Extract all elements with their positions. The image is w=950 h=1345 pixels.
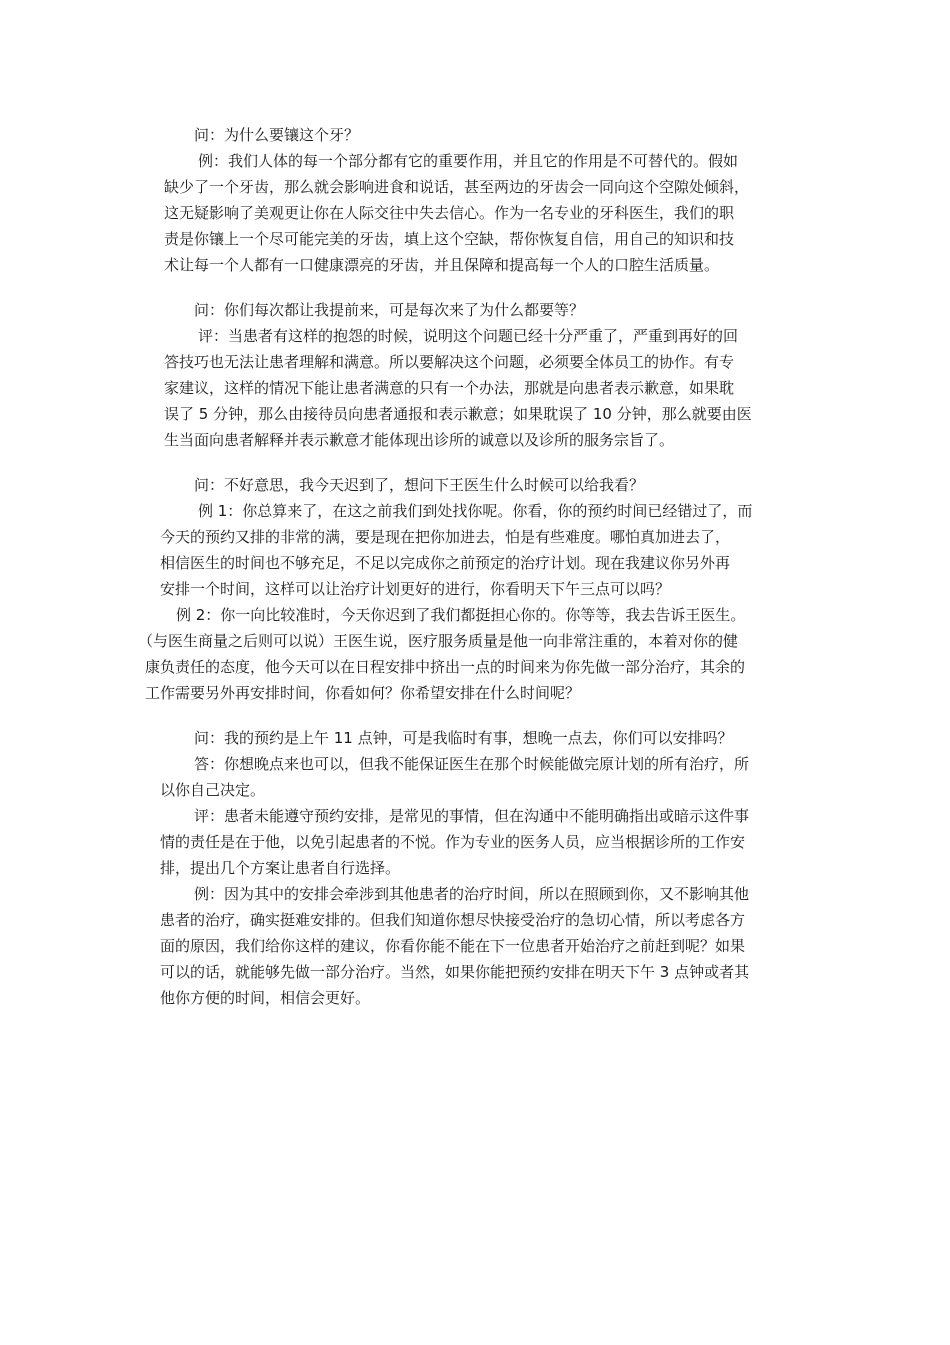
comment-2-line-1: 评：当患者有这样的抱怨的时候，说明这个问题已经十分严重了，严重到再好的回 [198,327,739,345]
answer-4-line-1: 答：你想晚点来也可以，但我不能保证医生在那个时候能做完原计划的所有治疗，所 [194,755,750,773]
answer-1-line-1: 例：我们人体的每一个部分都有它的重要作用，并且它的作用是不可替代的。假如 [198,152,739,170]
example-4-line-3: 面的原因，我们给你这样的建议，你看你能不能在下一位患者开始治疗之前赶到呢？如果 [160,937,746,955]
comment-2-line-5: 生当面向患者解释并表示歉意才能体现出诊所的诚意以及诊所的服务宗旨了。 [164,431,675,449]
example-2-line-3: 康负责任的态度，他今天可以在日程安排中挤出一点的时间来为你先做一部分治疗，其余的 [145,658,746,676]
comment-4-line-2: 情的责任是在于他，以免引起患者的不悦。作为专业的医务人员，应当根据诊所的工作安 [160,833,746,851]
comment-2-line-3: 家建议，这样的情况下能让患者满意的只有一个办法，那就是向患者表示歉意，如果耽 [164,379,735,397]
question-3: 问：不好意思，我今天迟到了，想问下王医生什么时候可以给我看？ [194,476,645,494]
example-2-line-1: 例 2：你一向比较准时，今天你迟到了我们都挺担心你的。你等等，我去告诉王医生。 [176,606,746,624]
answer-4-line-2: 以你自己决定。 [160,781,266,799]
example-1-line-2: 今天的预约又排的非常的满，要是现在把你加进去，怕是有些难度。哪怕真加进去了， [160,528,731,546]
comment-2-line-2: 答技巧也无法让患者理解和满意。所以要解决这个问题，必须要全体员工的协作。有专 [164,353,735,371]
comment-4-line-3: 排，提出几个方案让患者自行选择。 [160,859,401,877]
example-1-line-4: 安排一个时间，这样可以让治疗计划更好的进行，你看明天下午三点可以吗？ [160,580,671,598]
answer-1-line-2: 缺少了一个牙齿，那么就会影响进食和说话，甚至两边的牙齿会一同向这个空隙处倾斜， [164,178,750,196]
example-2-line-2: （与医生商量之后则可以说）王医生说，医疗服务质量是他一向非常注重的，本着对你的健 [138,632,739,650]
comment-2-line-4: 误了 5 分钟，那么由接待员向患者通报和表示歉意；如果耽误了 10 分钟，那么就要由医 [164,405,752,423]
example-4-line-5: 他你方便的时间，相信会更好。 [160,989,371,1007]
example-4-line-1: 例：因为其中的安排会牵涉到其他患者的治疗时间，所以在照顾到你，又不影响其他 [194,885,750,903]
question-1: 问：为什么要镶这个牙？ [194,126,360,144]
question-4: 问：我的预约是上午 11 点钟，可是我临时有事，想晚一点去，你们可以安排吗？ [194,729,733,747]
example-4-line-2: 患者的治疗，确实挺难安排的。但我们知道你想尽快接受治疗的急切心情，所以考虑各方 [160,911,746,929]
answer-1-line-5: 术让每一个人都有一口健康漂亮的牙齿，并且保障和提高每一个人的口腔生活质量。 [164,256,720,274]
question-2: 问：你们每次都让我提前来，可是每次来了为什么都要等？ [194,301,585,319]
example-4-line-4: 可以的话，就能够先做一部分治疗。当然，如果你能把预约安排在明天下午 3 点钟或者其 [160,963,750,981]
example-2-line-4: 工作需要另外再安排时间，你看如何？你希望安排在什么时间呢？ [145,684,581,702]
example-1-line-1: 例 1：你总算来了，在这之前我们到处找你呢。你看，你的预约时间已经错过了，而 [198,502,753,520]
answer-1-line-4: 责是你镶上一个尽可能完美的牙齿，填上这个空缺，帮你恢复自信，用自己的知识和技 [164,230,735,248]
example-1-line-3: 相信医生的时间也不够充足，不足以完成你之前预定的治疗计划。现在我建议你另外再 [160,554,731,572]
answer-1-line-3: 这无疑影响了美观更让你在人际交往中失去信心。作为一名专业的牙科医生，我们的职 [164,204,735,222]
comment-4-line-1: 评：患者未能遵守预约安排，是常见的事情，但在沟通中不能明确指出或暗示这件事 [194,807,750,825]
